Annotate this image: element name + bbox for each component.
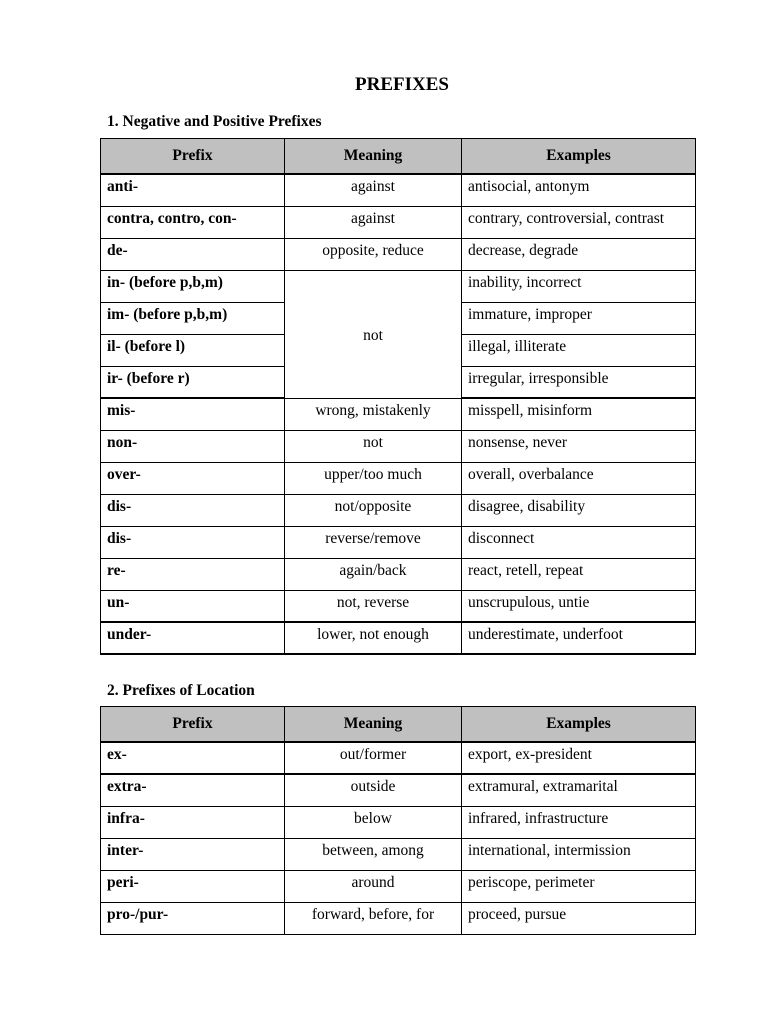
prefix-cell: de- <box>101 238 285 270</box>
prefix-cell: pro-/pur- <box>101 902 285 934</box>
prefix-cell: dis- <box>101 494 285 526</box>
meaning-cell: lower, not enough <box>285 622 462 654</box>
header-meaning: Meaning <box>285 707 462 743</box>
examples-cell: inability, incorrect <box>462 270 696 302</box>
prefix-cell: inter- <box>101 838 285 870</box>
meaning-cell-merged: not <box>285 270 462 398</box>
table-row <box>101 902 696 934</box>
prefix-table-location <box>100 706 696 935</box>
table-row <box>101 806 696 838</box>
meaning-cell: opposite, reduce <box>285 238 462 270</box>
prefix-cell: mis- <box>101 398 285 430</box>
examples-cell: international, intermission <box>462 838 696 870</box>
header-meaning: Meaning <box>285 139 462 175</box>
meaning-cell: around <box>285 870 462 902</box>
examples-cell: disagree, disability <box>462 494 696 526</box>
meaning-cell: upper/too much <box>285 462 462 494</box>
table-row <box>101 206 696 238</box>
page-title: PREFIXES <box>355 74 449 95</box>
examples-cell: irregular, irresponsible <box>462 366 696 398</box>
meaning-cell: reverse/remove <box>285 526 462 558</box>
table-row <box>101 838 696 870</box>
meaning-cell: between, among <box>285 838 462 870</box>
table-row <box>101 558 696 590</box>
table-row <box>101 870 696 902</box>
examples-cell: underestimate, underfoot <box>462 622 696 654</box>
examples-cell: overall, overbalance <box>462 462 696 494</box>
section-heading-negative-positive: 1. Negative and Positive Prefixes <box>107 113 322 130</box>
header-examples: Examples <box>462 707 696 743</box>
prefix-cell: non- <box>101 430 285 462</box>
examples-cell: proceed, pursue <box>462 902 696 934</box>
section-heading-location: 2. Prefixes of Location <box>107 682 255 699</box>
examples-cell: decrease, degrade <box>462 238 696 270</box>
examples-cell: illegal, illiterate <box>462 334 696 366</box>
meaning-cell: out/former <box>285 742 462 774</box>
table-header-row <box>101 139 696 175</box>
table-row <box>101 238 696 270</box>
table-row <box>101 270 696 302</box>
prefix-table-negative-positive <box>100 138 696 655</box>
examples-cell: contrary, controversial, contrast <box>462 206 696 238</box>
prefix-cell: ex- <box>101 742 285 774</box>
meaning-cell: not <box>285 430 462 462</box>
table-row <box>101 742 696 774</box>
examples-cell: infrared, infrastructure <box>462 806 696 838</box>
examples-cell: misspell, misinform <box>462 398 696 430</box>
header-examples: Examples <box>462 139 696 175</box>
table-row <box>101 494 696 526</box>
prefix-cell: contra, contro, con- <box>101 206 285 238</box>
examples-cell: immature, improper <box>462 302 696 334</box>
examples-cell: unscrupulous, untie <box>462 590 696 622</box>
prefix-cell: un- <box>101 590 285 622</box>
examples-cell: extramural, extramarital <box>462 774 696 806</box>
table-row <box>101 174 696 206</box>
examples-cell: nonsense, never <box>462 430 696 462</box>
table-row <box>101 622 696 654</box>
table-row <box>101 774 696 806</box>
table-row <box>101 398 696 430</box>
meaning-cell: again/back <box>285 558 462 590</box>
table-row <box>101 526 696 558</box>
prefix-cell: im- (before p,b,m) <box>101 302 285 334</box>
prefix-cell: ir- (before r) <box>101 366 285 398</box>
table-header-row <box>101 707 696 743</box>
meaning-cell: forward, before, for <box>285 902 462 934</box>
prefix-cell: dis- <box>101 526 285 558</box>
header-prefix: Prefix <box>101 139 285 175</box>
meaning-cell: not/opposite <box>285 494 462 526</box>
prefix-cell: il- (before l) <box>101 334 285 366</box>
examples-cell: disconnect <box>462 526 696 558</box>
prefix-cell: infra- <box>101 806 285 838</box>
table-row <box>101 590 696 622</box>
examples-cell: antisocial, antonym <box>462 174 696 206</box>
header-prefix: Prefix <box>101 707 285 743</box>
examples-cell: periscope, perimeter <box>462 870 696 902</box>
meaning-cell: wrong, mistakenly <box>285 398 462 430</box>
prefix-cell: under- <box>101 622 285 654</box>
prefix-cell: over- <box>101 462 285 494</box>
meaning-cell: against <box>285 174 462 206</box>
prefix-cell: in- (before p,b,m) <box>101 270 285 302</box>
meaning-cell: against <box>285 206 462 238</box>
meaning-cell: below <box>285 806 462 838</box>
prefix-cell: re- <box>101 558 285 590</box>
prefix-cell: peri- <box>101 870 285 902</box>
prefix-cell: extra- <box>101 774 285 806</box>
prefix-cell: anti- <box>101 174 285 206</box>
examples-cell: export, ex-president <box>462 742 696 774</box>
meaning-cell: outside <box>285 774 462 806</box>
table-row <box>101 462 696 494</box>
meaning-cell: not, reverse <box>285 590 462 622</box>
table-row <box>101 430 696 462</box>
examples-cell: react, retell, repeat <box>462 558 696 590</box>
